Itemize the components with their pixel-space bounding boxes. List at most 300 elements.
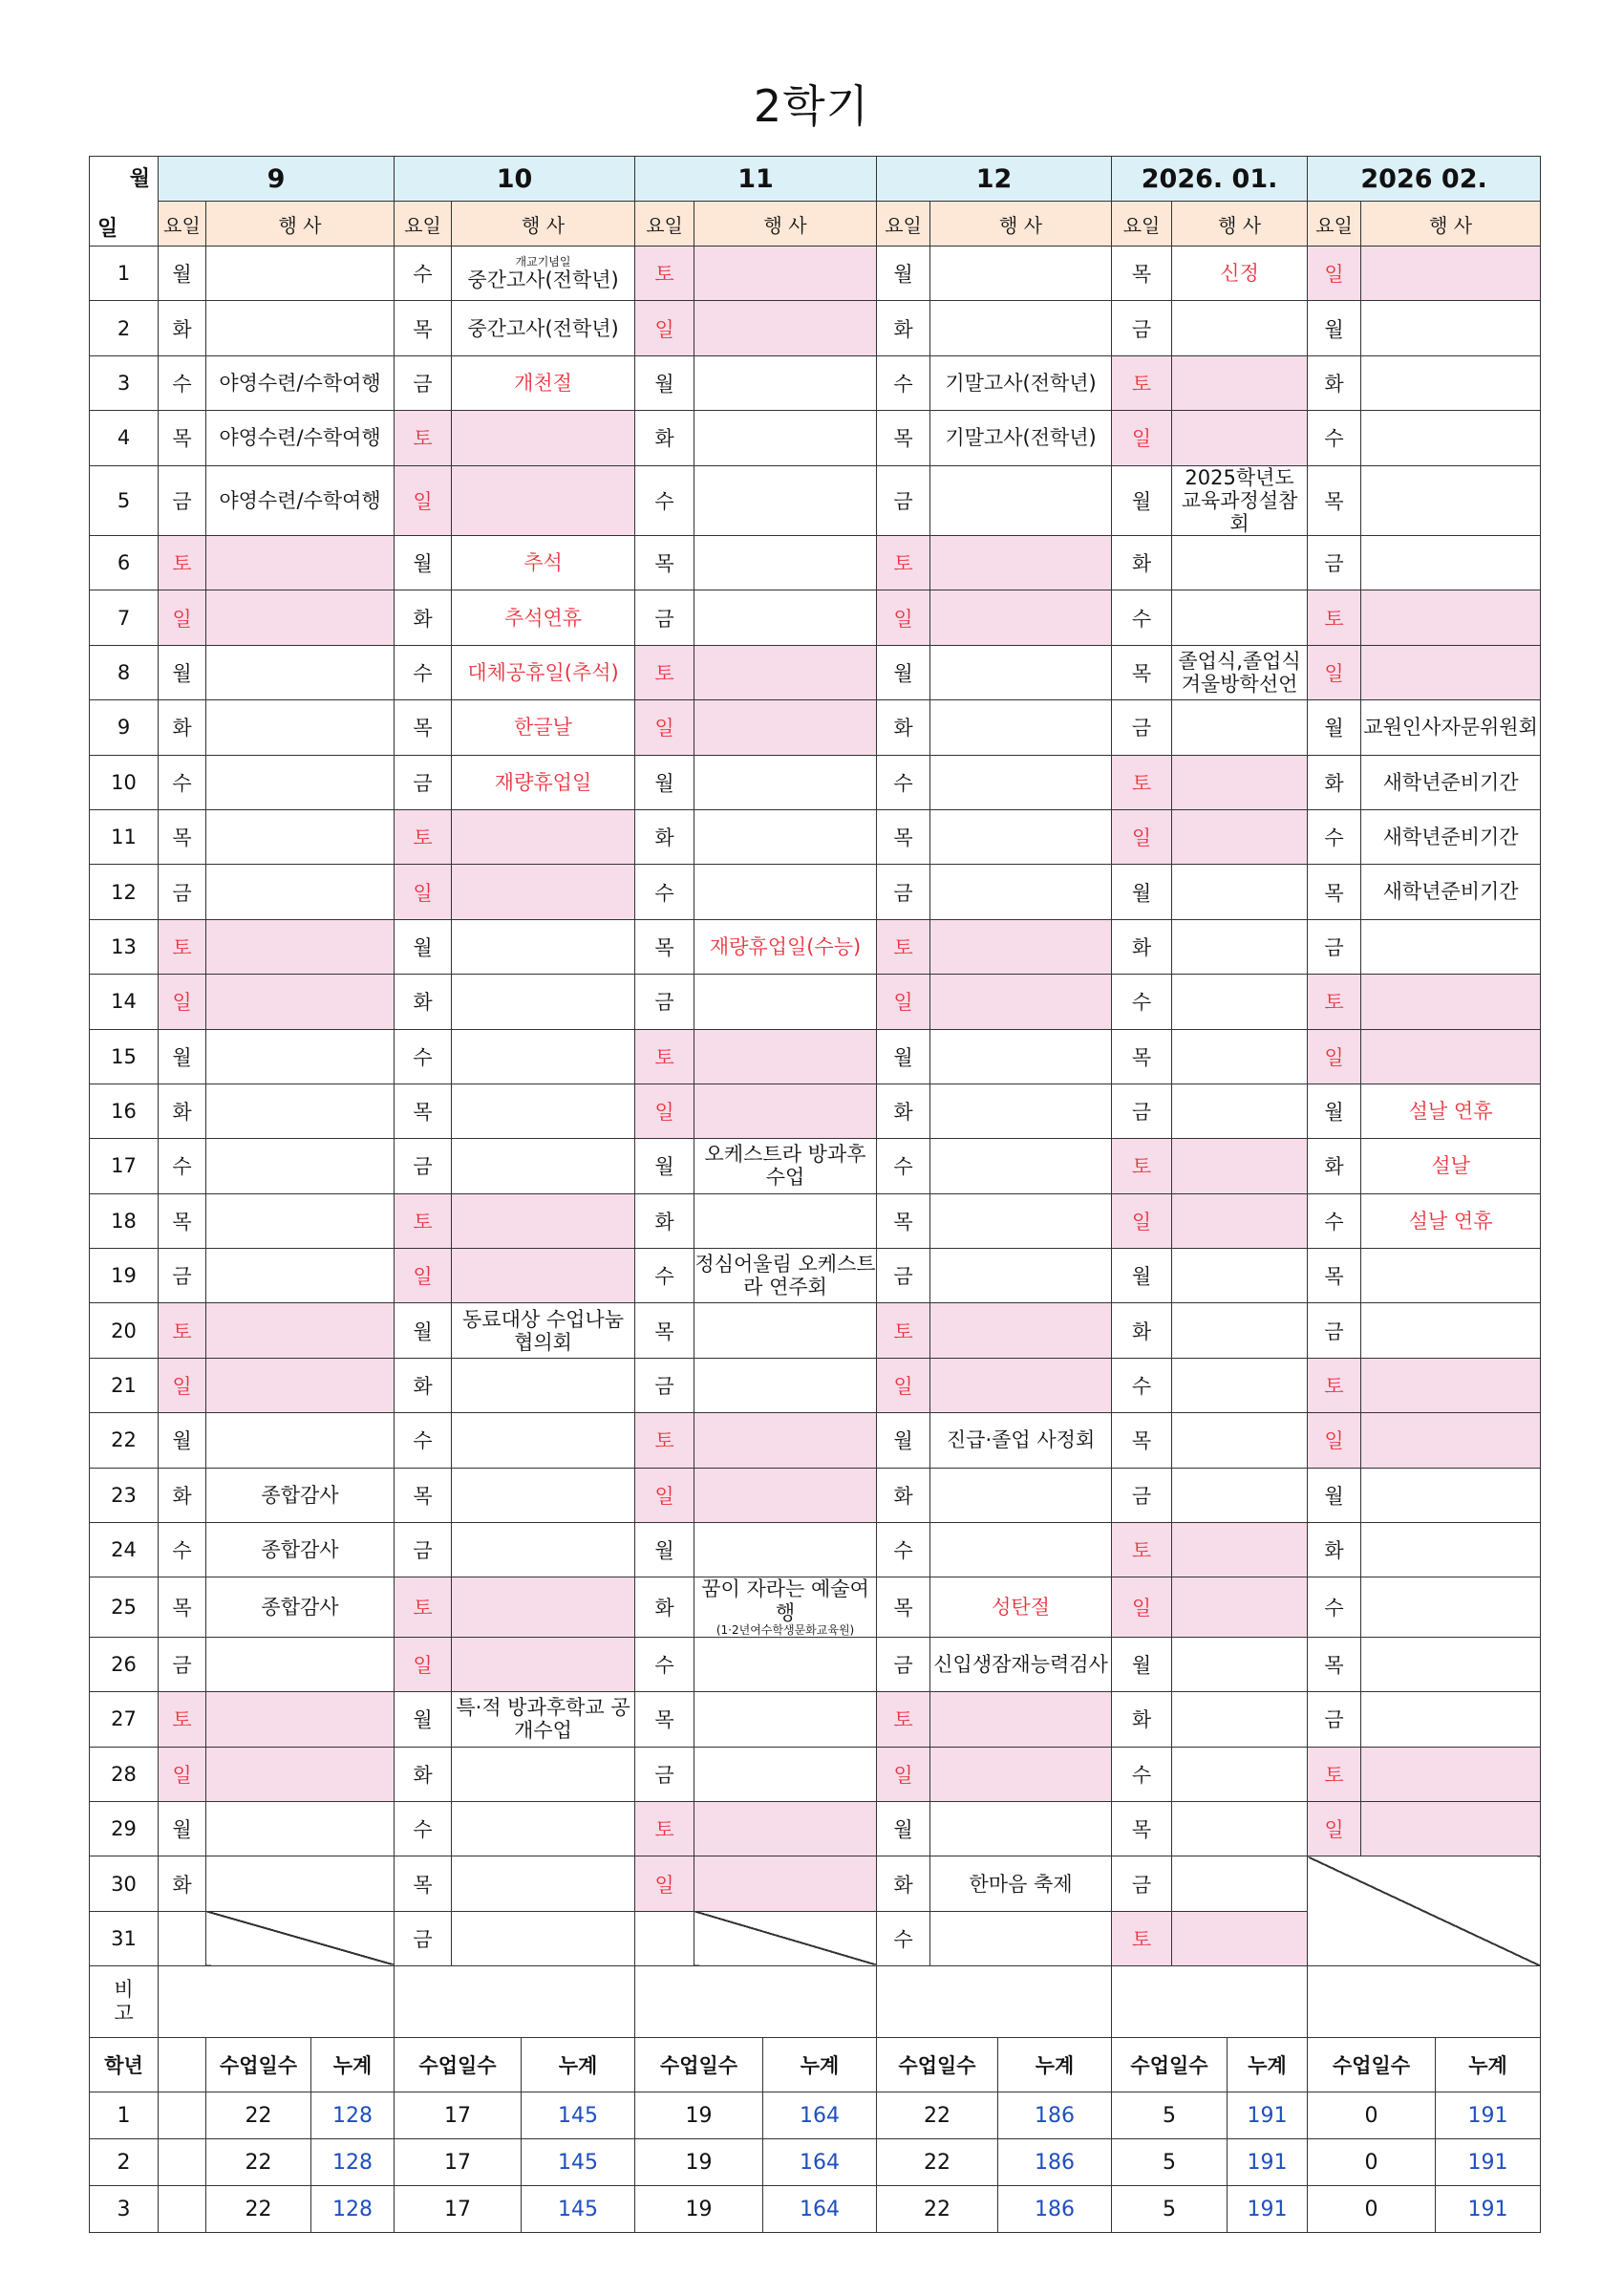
- event-cell: [930, 919, 1112, 974]
- event-cell: [206, 645, 395, 699]
- weekday-cell: 월: [159, 247, 206, 301]
- corner-day-label: 일: [97, 217, 118, 241]
- event-cell: [694, 1303, 877, 1358]
- event-cell: [206, 1637, 395, 1691]
- weekday-cell: 화: [159, 700, 206, 755]
- note-label-text: 비고: [114, 1978, 134, 2026]
- event-cell: [206, 1193, 395, 1248]
- day-row: [90, 1802, 1541, 1856]
- event-cell: [1361, 919, 1541, 974]
- day-number: 4: [90, 411, 159, 465]
- weekday-cell: 월: [1112, 865, 1172, 919]
- weekday-cell: 월: [1112, 1637, 1172, 1691]
- event-cell: [694, 465, 877, 535]
- day-number: 11: [90, 809, 159, 864]
- weekday-cell: 토: [395, 411, 452, 465]
- calendar: [89, 156, 1540, 2233]
- event-cell: [452, 411, 635, 465]
- event-cell: [206, 247, 395, 301]
- weekday-cell: 수: [1308, 809, 1361, 864]
- weekday-cell: 목: [1308, 1637, 1361, 1691]
- event-cell: [930, 1747, 1112, 1801]
- event-cell: 설날 연휴: [1361, 1084, 1541, 1138]
- weekday-cell: 화: [1112, 1303, 1172, 1358]
- weekday-cell: 일: [635, 301, 694, 355]
- empty-weekday-cell: [159, 1911, 206, 1965]
- day-row: [90, 1139, 1541, 1193]
- event-cell: [694, 1468, 877, 1522]
- weekday-cell: 월: [395, 1692, 452, 1747]
- weekday-cell: 수: [1112, 975, 1172, 1029]
- event-cell: [930, 1911, 1112, 1965]
- event-cell: [1172, 1911, 1308, 1965]
- day-number: 29: [90, 1802, 159, 1856]
- day-row: [90, 1692, 1541, 1747]
- weekday-cell: 목: [1308, 865, 1361, 919]
- day-number: 1: [90, 247, 159, 301]
- cumulative-value: 186: [998, 2139, 1112, 2186]
- event-cell: [694, 1692, 877, 1747]
- day-number: 9: [90, 700, 159, 755]
- class-days-header: 수업일수: [877, 2038, 998, 2092]
- event-cell: [1361, 590, 1541, 645]
- event-cell: 한마음 축제: [930, 1856, 1112, 1911]
- weekday-cell: 화: [877, 1084, 930, 1138]
- event-cell: [930, 975, 1112, 1029]
- day-number: 10: [90, 755, 159, 809]
- note-cell: [635, 1966, 877, 2038]
- event-cell: [452, 1249, 635, 1303]
- month-header: 9: [159, 157, 395, 202]
- day-number: 8: [90, 645, 159, 699]
- weekday-cell: 수: [395, 645, 452, 699]
- event-cell: 새학년준비기간: [1361, 809, 1541, 864]
- weekday-cell: 화: [1308, 1523, 1361, 1577]
- weekday-cell: 토: [1308, 1358, 1361, 1412]
- event-cell: 종합감사: [206, 1523, 395, 1577]
- weekday-cell: 토: [635, 1802, 694, 1856]
- weekday-cell: 금: [877, 1249, 930, 1303]
- day-row: [90, 1084, 1541, 1138]
- weekday-cell: 화: [1308, 755, 1361, 809]
- event-text: (1·2년여수학생문화교육원): [715, 1622, 855, 1637]
- weekday-header: 요일: [395, 202, 452, 247]
- grade-number: 1: [90, 2092, 159, 2139]
- day-row: [90, 301, 1541, 355]
- weekday-cell: 일: [159, 1358, 206, 1412]
- event-cell: [930, 1249, 1112, 1303]
- event-cell: [206, 301, 395, 355]
- class-days-value: 0: [1308, 2139, 1436, 2186]
- weekday-cell: 화: [1112, 535, 1172, 590]
- day-number: 18: [90, 1193, 159, 1248]
- day-row: [90, 1523, 1541, 1577]
- event-cell: [930, 755, 1112, 809]
- weekday-cell: 일: [159, 590, 206, 645]
- event-cell: [452, 1193, 635, 1248]
- event-cell: 기말고사(전학년): [930, 411, 1112, 465]
- class-days-value: 22: [206, 2139, 311, 2186]
- weekday-cell: 금: [395, 1911, 452, 1965]
- weekday-cell: 월: [635, 1523, 694, 1577]
- weekday-cell: 목: [1308, 1249, 1361, 1303]
- event-cell: [1361, 1468, 1541, 1522]
- event-cell: [694, 1193, 877, 1248]
- event-cell: [206, 809, 395, 864]
- cumulative-value: 191: [1228, 2092, 1308, 2139]
- weekday-cell: 목: [1112, 1413, 1172, 1468]
- day-row: [90, 1358, 1541, 1412]
- day-number: 13: [90, 919, 159, 974]
- event-cell: [206, 1139, 395, 1193]
- event-cell: [1172, 1084, 1308, 1138]
- event-cell: 야영수련/수학여행: [206, 355, 395, 410]
- weekday-cell: 금: [159, 1249, 206, 1303]
- event-cell: [1361, 1802, 1541, 1856]
- event-cell: [452, 1911, 635, 1965]
- day-number: 20: [90, 1303, 159, 1358]
- class-days-value: 22: [206, 2186, 311, 2233]
- day-row: [90, 700, 1541, 755]
- event-cell: [206, 700, 395, 755]
- event-cell: 종합감사: [206, 1577, 395, 1637]
- weekday-cell: 월: [1112, 465, 1172, 535]
- event-cell: [1172, 700, 1308, 755]
- event-cell: [1172, 535, 1308, 590]
- event-cell: [1361, 465, 1541, 535]
- weekday-cell: 월: [395, 1303, 452, 1358]
- day-row: [90, 645, 1541, 699]
- class-days-summary: [89, 2037, 1541, 2233]
- grade-number: 3: [90, 2186, 159, 2233]
- weekday-cell: 화: [635, 411, 694, 465]
- event-cell: [694, 645, 877, 699]
- day-number: 7: [90, 590, 159, 645]
- grade-spacer: [159, 2186, 206, 2233]
- event-cell: [1172, 1637, 1308, 1691]
- day-number: 16: [90, 1084, 159, 1138]
- weekday-cell: 토: [1112, 1139, 1172, 1193]
- event-cell: [1361, 1747, 1541, 1801]
- weekday-cell: 월: [1308, 1084, 1361, 1138]
- event-cell: [694, 411, 877, 465]
- event-cell: [1172, 1747, 1308, 1801]
- weekday-cell: 목: [159, 809, 206, 864]
- weekday-cell: 일: [1112, 809, 1172, 864]
- event-cell: [930, 301, 1112, 355]
- event-cell: [1361, 1358, 1541, 1412]
- month-header: 10: [395, 157, 635, 202]
- weekday-cell: 월: [1308, 700, 1361, 755]
- weekday-cell: 토: [635, 1029, 694, 1084]
- class-days-value: 19: [635, 2139, 763, 2186]
- event-cell: [1172, 1802, 1308, 1856]
- class-days-value: 5: [1112, 2186, 1228, 2233]
- event-cell: [694, 1413, 877, 1468]
- event-cell: [206, 1413, 395, 1468]
- event-cell: [452, 865, 635, 919]
- day-row: [90, 247, 1541, 301]
- weekday-cell: 토: [877, 535, 930, 590]
- day-row: [90, 465, 1541, 535]
- weekday-cell: 목: [395, 700, 452, 755]
- event-cell: [930, 1523, 1112, 1577]
- event-cell: [452, 247, 635, 301]
- weekday-cell: 금: [877, 865, 930, 919]
- day-row: [90, 865, 1541, 919]
- event-cell: [930, 700, 1112, 755]
- event-cell: [1172, 1468, 1308, 1522]
- calendar-table: [89, 156, 1541, 2038]
- class-days-header: 수업일수: [395, 2038, 522, 2092]
- event-cell: [452, 1856, 635, 1911]
- day-number: 21: [90, 1358, 159, 1412]
- event-cell: [206, 1084, 395, 1138]
- class-days-value: 17: [395, 2139, 522, 2186]
- weekday-cell: 금: [159, 865, 206, 919]
- cumulative-value: 145: [522, 2092, 635, 2139]
- event-cell: [930, 465, 1112, 535]
- weekday-cell: 수: [877, 1523, 930, 1577]
- weekday-cell: 토: [159, 535, 206, 590]
- event-header: 행 사: [694, 202, 877, 247]
- event-cell: [930, 1692, 1112, 1747]
- event-cell: [1361, 1413, 1541, 1468]
- weekday-cell: 금: [1308, 1692, 1361, 1747]
- event-header: 행 사: [930, 202, 1112, 247]
- event-cell: [452, 975, 635, 1029]
- weekday-cell: 토: [1308, 1747, 1361, 1801]
- weekday-cell: 월: [395, 919, 452, 974]
- cumulative-value: 191: [1228, 2186, 1308, 2233]
- weekday-cell: 금: [395, 1139, 452, 1193]
- weekday-cell: 화: [1308, 355, 1361, 410]
- weekday-cell: 월: [877, 1029, 930, 1084]
- page-title: 2학기: [753, 80, 870, 132]
- weekday-cell: 일: [1308, 645, 1361, 699]
- weekday-cell: 일: [395, 1637, 452, 1691]
- event-cell: [694, 590, 877, 645]
- weekday-cell: 목: [1308, 465, 1361, 535]
- event-cell: [452, 919, 635, 974]
- day-row: [90, 355, 1541, 410]
- weekday-cell: 일: [1112, 1577, 1172, 1637]
- weekday-cell: 화: [159, 1084, 206, 1138]
- weekday-cell: 금: [635, 1747, 694, 1801]
- event-cell: [206, 590, 395, 645]
- event-cell: [694, 1084, 877, 1138]
- event-cell: 성탄절: [930, 1577, 1112, 1637]
- event-cell: [1361, 411, 1541, 465]
- weekday-cell: 토: [159, 1692, 206, 1747]
- weekday-cell: 수: [159, 355, 206, 410]
- weekday-cell: 일: [877, 975, 930, 1029]
- weekday-cell: 토: [635, 1413, 694, 1468]
- event-cell: [206, 1856, 395, 1911]
- weekday-cell: 목: [395, 1468, 452, 1522]
- event-cell: 새학년준비기간: [1361, 865, 1541, 919]
- weekday-cell: 금: [395, 355, 452, 410]
- weekday-cell: 목: [1112, 1029, 1172, 1084]
- event-cell: [930, 1084, 1112, 1138]
- weekday-cell: 월: [159, 1029, 206, 1084]
- weekday-cell: 금: [1112, 700, 1172, 755]
- weekday-cell: 월: [635, 1139, 694, 1193]
- event-cell: [1172, 1029, 1308, 1084]
- day-row: [90, 1637, 1541, 1691]
- class-days-value: 19: [635, 2186, 763, 2233]
- weekday-cell: 금: [1112, 1856, 1172, 1911]
- cumulative-value: 191: [1436, 2139, 1541, 2186]
- weekday-cell: 수: [1308, 1577, 1361, 1637]
- event-header: 행 사: [1172, 202, 1308, 247]
- event-cell: [694, 301, 877, 355]
- weekday-cell: 토: [1308, 975, 1361, 1029]
- weekday-cell: 목: [1112, 1802, 1172, 1856]
- event-cell: [206, 1802, 395, 1856]
- weekday-cell: 토: [159, 1303, 206, 1358]
- weekday-cell: 토: [635, 645, 694, 699]
- weekday-cell: 목: [877, 1193, 930, 1248]
- event-cell: [206, 975, 395, 1029]
- weekday-cell: 일: [1308, 1802, 1361, 1856]
- weekday-cell: 화: [1112, 919, 1172, 974]
- weekday-cell: 월: [395, 535, 452, 590]
- event-cell: [206, 1358, 395, 1412]
- day-number: 17: [90, 1139, 159, 1193]
- weekday-cell: 화: [877, 1468, 930, 1522]
- weekday-cell: 일: [1112, 411, 1172, 465]
- weekday-cell: 수: [1308, 1193, 1361, 1248]
- weekday-cell: 수: [1112, 1747, 1172, 1801]
- weekday-cell: 목: [395, 301, 452, 355]
- event-cell: [452, 1637, 635, 1691]
- day-number: 31: [90, 1911, 159, 1965]
- event-cell: [930, 1802, 1112, 1856]
- weekday-cell: 목: [877, 411, 930, 465]
- weekday-cell: 화: [395, 975, 452, 1029]
- note-cell: [159, 1966, 395, 2038]
- event-cell: [1172, 865, 1308, 919]
- weekday-cell: 화: [635, 1577, 694, 1637]
- event-cell: [1172, 1249, 1308, 1303]
- weekday-cell: 일: [1308, 1413, 1361, 1468]
- weekday-cell: 일: [635, 700, 694, 755]
- event-cell: [694, 1637, 877, 1691]
- weekday-cell: 수: [395, 1802, 452, 1856]
- event-cell: [930, 1193, 1112, 1248]
- event-cell: [930, 809, 1112, 864]
- event-cell: [694, 1029, 877, 1084]
- event-cell: [930, 247, 1112, 301]
- day-number: 19: [90, 1249, 159, 1303]
- weekday-header: 요일: [1308, 202, 1361, 247]
- event-cell: [206, 1303, 395, 1358]
- day-number: 23: [90, 1468, 159, 1522]
- weekday-cell: 일: [635, 1084, 694, 1138]
- event-cell: [206, 865, 395, 919]
- weekday-cell: 토: [1112, 755, 1172, 809]
- event-text: 꿈이 자라는 예술여행: [701, 1577, 869, 1624]
- weekday-cell: 일: [395, 1249, 452, 1303]
- weekday-cell: 일: [877, 1747, 930, 1801]
- event-cell: 졸업식,졸업식 겨울방학선언: [1172, 645, 1308, 699]
- event-cell: [1172, 590, 1308, 645]
- event-cell: [1172, 1303, 1308, 1358]
- event-cell: [694, 865, 877, 919]
- event-cell: 야영수련/수학여행: [206, 465, 395, 535]
- day-row: [90, 919, 1541, 974]
- weekday-cell: 목: [159, 1193, 206, 1248]
- event-cell: 설날: [1361, 1139, 1541, 1193]
- event-cell: [206, 755, 395, 809]
- weekday-cell: 금: [395, 1523, 452, 1577]
- event-cell: 대체공휴일(추석): [452, 645, 635, 699]
- event-cell: [1361, 1249, 1541, 1303]
- weekday-cell: 목: [159, 1577, 206, 1637]
- event-cell: [452, 809, 635, 864]
- weekday-cell: 화: [877, 301, 930, 355]
- event-cell: [1172, 301, 1308, 355]
- weekday-cell: 목: [635, 1692, 694, 1747]
- event-cell: [1361, 301, 1541, 355]
- event-cell: [452, 1468, 635, 1522]
- weekday-cell: 금: [877, 465, 930, 535]
- day-number: 26: [90, 1637, 159, 1691]
- event-cell: [1172, 809, 1308, 864]
- weekday-cell: 목: [395, 1084, 452, 1138]
- weekday-cell: 금: [877, 1637, 930, 1691]
- cumulative-header: 누계: [1228, 2038, 1308, 2092]
- weekday-cell: 토: [877, 1692, 930, 1747]
- weekday-cell: 화: [1308, 1139, 1361, 1193]
- cumulative-value: 145: [522, 2186, 635, 2233]
- event-cell: [1361, 645, 1541, 699]
- cumulative-value: 128: [311, 2186, 395, 2233]
- event-cell: [452, 1029, 635, 1084]
- cumulative-value: 145: [522, 2139, 635, 2186]
- day-row: [90, 1577, 1541, 1637]
- note-cell: [1112, 1966, 1308, 2038]
- event-cell: 설날 연휴: [1361, 1193, 1541, 1248]
- day-number: 2: [90, 301, 159, 355]
- weekday-cell: 월: [635, 355, 694, 410]
- event-cell: [694, 1523, 877, 1577]
- weekday-cell: 금: [635, 1358, 694, 1412]
- weekday-cell: 수: [1308, 411, 1361, 465]
- weekday-cell: 목: [1112, 645, 1172, 699]
- event-cell: 한글날: [452, 700, 635, 755]
- event-cell: [1172, 1692, 1308, 1747]
- event-cell: [1361, 1577, 1541, 1637]
- event-cell: 추석: [452, 535, 635, 590]
- weekday-cell: 토: [1112, 1523, 1172, 1577]
- cumulative-value: 186: [998, 2186, 1112, 2233]
- class-days-header: 수업일수: [1308, 2038, 1436, 2092]
- event-cell: [206, 535, 395, 590]
- event-cell: 신정: [1172, 247, 1308, 301]
- event-cell: 2025학년도 교육과정설참회: [1172, 465, 1308, 535]
- weekday-cell: 금: [159, 1637, 206, 1691]
- event-cell: [206, 1747, 395, 1801]
- cumulative-value: 164: [763, 2092, 877, 2139]
- weekday-cell: 월: [877, 645, 930, 699]
- event-cell: 정심어울림 오케스트라 연주회: [694, 1249, 877, 1303]
- event-cell: 오케스트라 방과후 수업: [694, 1139, 877, 1193]
- event-cell: 중간고사(전학년): [452, 301, 635, 355]
- empty-weekday-cell: [635, 1911, 694, 1965]
- event-header: 행 사: [452, 202, 635, 247]
